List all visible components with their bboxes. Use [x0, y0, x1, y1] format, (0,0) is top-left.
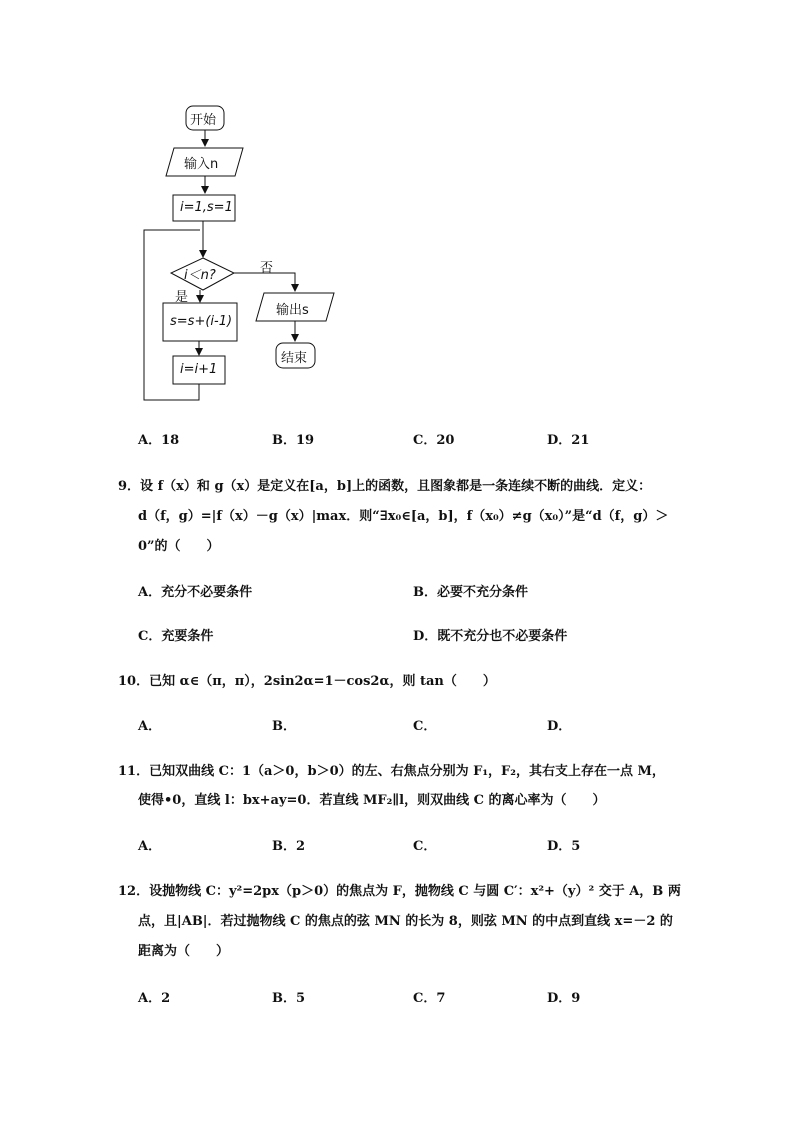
q9-option-c: C．充要条件: [138, 629, 214, 644]
q12-line-3: 距离为（ ）: [138, 944, 230, 959]
init-label: i=1,s=1: [180, 200, 233, 215]
q12-line-1: 12．设抛物线 C：y²=2px（p＞0）的焦点为 F，抛物线 C 与圆 C′：x²+（y）² 交于 A，B 两: [118, 884, 681, 899]
q11-line-2: 使得•0，直线 l：bx+ay=0．若直线 MF₂∥l，则双曲线 C 的离心率为（ ）: [138, 793, 606, 808]
q10-option-d: D．: [547, 719, 572, 734]
q10-option-a: A．: [138, 719, 162, 734]
q8-option-a: A．18: [138, 433, 180, 448]
condition-label: i＜n?: [184, 268, 216, 283]
input-label: 输入n: [184, 157, 219, 172]
q8-option-b: B．19: [272, 433, 315, 448]
q9-option-b: B．必要不充分条件: [413, 585, 528, 600]
no-label: 否: [260, 261, 274, 276]
q12-option-a: A．2: [138, 991, 171, 1006]
q11-option-b: B．2: [272, 839, 306, 854]
end-label: 结束: [281, 351, 308, 366]
q11-option-d: D．5: [547, 839, 581, 854]
q9-option-a: A．充分不必要条件: [138, 585, 253, 600]
q11-option-a: A．: [138, 839, 162, 854]
q12-line-2: 点，且|AB|．若过抛物线 C 的焦点的弦 MN 的长为 8，则弦 MN 的中点到直线 x=－2 的: [138, 914, 673, 929]
yes-label: 是: [175, 290, 189, 305]
q12-option-b: B．5: [272, 991, 306, 1006]
q9-line-2: d（f，g）=|f（x）－g（x）|max．则“∃x₀∈[a，b]，f（x₀）≠g（x₀）”是“d（f，g）＞: [138, 509, 669, 524]
update-s-label: s=s+(i-1): [170, 314, 233, 329]
q12-option-c: C．7: [413, 991, 446, 1006]
q10-line-1: 10．已知 α∈（π，π），2sin2α=1－cos2α，则 tan（ ）: [118, 674, 496, 689]
q9-line-3: 0”的（ ）: [138, 539, 220, 554]
q9-line-1: 9．设 f（x）和 g（x）是定义在[a，b]上的函数，且图象都是一条连续不断的曲线．定义：: [118, 479, 652, 494]
output-label: 输出s: [276, 303, 309, 318]
q11-option-c: C．: [413, 839, 437, 854]
q9-option-d: D．既不充分也不必要条件: [413, 629, 568, 644]
q10-option-c: C．: [413, 719, 437, 734]
q8-option-d: D．21: [547, 433, 590, 448]
q8-option-c: C．20: [413, 433, 455, 448]
update-i-label: i=i+1: [180, 362, 218, 377]
start-label: 开始: [190, 113, 217, 128]
q10-option-b: B．: [272, 719, 296, 734]
q12-option-d: D．9: [547, 991, 581, 1006]
q11-line-1: 11．已知双曲线 C：1（a＞0，b＞0）的左、右焦点分别为 F₁，F₂，其右支上存在一点 M，: [118, 764, 665, 779]
